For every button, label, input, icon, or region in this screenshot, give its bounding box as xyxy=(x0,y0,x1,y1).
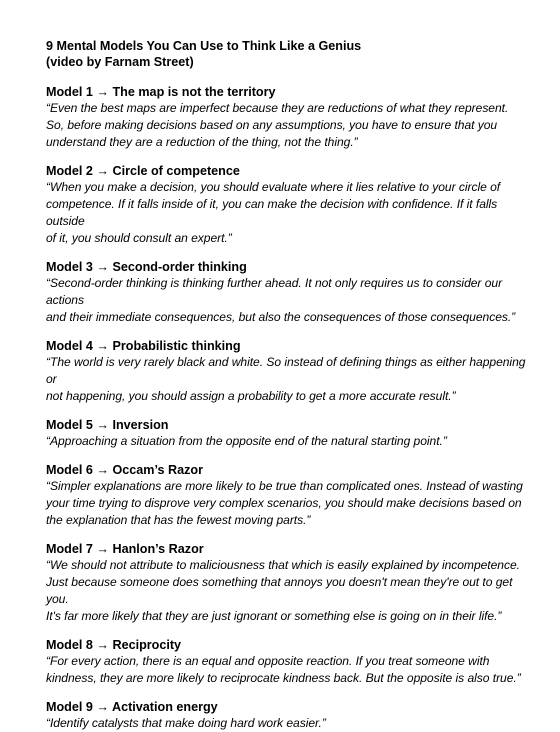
model-1 xyxy=(46,84,532,151)
title-line-2: (video by Farnam Street) xyxy=(46,55,194,69)
quote-line: “For every action, there is an equal and opposite reaction. If you treat someone with xyxy=(46,654,490,668)
quote-line: of it, you should consult an expert.” xyxy=(46,231,232,245)
model-8-quote xyxy=(46,653,532,687)
model-4 xyxy=(46,338,532,405)
model-7-quote xyxy=(46,557,532,625)
model-3-quote xyxy=(46,275,532,326)
quote-line: “We should not attribute to maliciousness that which is easily explained by incompetence. xyxy=(46,558,520,572)
quote-line: So, before making decisions based on any assumptions, you have to ensure that you xyxy=(46,118,498,132)
model-6-quote xyxy=(46,478,532,529)
quote-line: “Second-order thinking is thinking further ahead. It not only requires us to consider our actions xyxy=(46,276,503,307)
model-5 xyxy=(46,417,532,450)
model-8-heading: Model 8 → Reciprocity xyxy=(46,638,182,652)
model-6-heading: Model 6 → Occam’s Razor xyxy=(46,463,204,477)
quote-line: the explanation that has the fewest moving parts.” xyxy=(46,513,311,527)
model-8 xyxy=(46,637,532,687)
quote-line: competence. If it falls inside of it, you can make the decision with confidence. If it falls outside xyxy=(46,197,498,228)
model-6 xyxy=(46,462,532,529)
quote-line: Just because someone does something that annoys you doesn't mean they're out to get you. xyxy=(46,575,513,606)
quote-line: “Simpler explanations are more likely to be true than complicated ones. Instead of wasting xyxy=(46,479,523,493)
model-4-quote xyxy=(46,354,532,405)
model-3 xyxy=(46,259,532,326)
model-5-quote xyxy=(46,433,532,450)
model-9 xyxy=(46,699,532,732)
quote-line: not happening, you should assign a probability to get a more accurate result.” xyxy=(46,389,456,403)
model-9-quote xyxy=(46,715,532,732)
model-2-quote xyxy=(46,179,532,247)
model-4-heading: Model 4 → Probabilistic thinking xyxy=(46,339,241,353)
quote-line: “Identify catalysts that make doing hard work easier.” xyxy=(46,716,326,730)
quote-line: kindness, they are more likely to reciprocate kindness back. But the opposite is also true.” xyxy=(46,671,521,685)
model-3-heading: Model 3 → Second-order thinking xyxy=(46,260,247,274)
model-7 xyxy=(46,541,532,625)
quote-line: “Approaching a situation from the opposite end of the natural starting point.” xyxy=(46,434,447,448)
quote-line: understand they are a reduction of the thing, not the thing.” xyxy=(46,135,358,149)
title-line-1: 9 Mental Models You Can Use to Think Like a Genius xyxy=(46,39,362,53)
quote-line: “The world is very rarely black and white. So instead of defining things as either happening or xyxy=(46,355,526,386)
model-1-quote xyxy=(46,100,532,151)
model-7-heading: Model 7 → Hanlon’s Razor xyxy=(46,542,204,556)
model-2 xyxy=(46,163,532,247)
model-1-heading: Model 1 → The map is not the territory xyxy=(46,85,276,99)
quote-line: It's far more likely that they are just ignorant or something else is going on in their life.” xyxy=(46,609,502,623)
quote-line: and their immediate consequences, but also the consequences of those consequences.” xyxy=(46,310,516,324)
quote-line: your time trying to disprove very complex scenarios, you should make decisions based on xyxy=(46,496,522,510)
document-title xyxy=(46,38,532,70)
model-9-heading: Model 9 → Activation energy xyxy=(46,700,218,714)
document-page xyxy=(46,38,532,732)
model-5-heading: Model 5 → Inversion xyxy=(46,418,169,432)
quote-line: “Even the best maps are imperfect because they are reductions of what they represent. xyxy=(46,101,509,115)
model-2-heading: Model 2 → Circle of competence xyxy=(46,164,240,178)
quote-line: “When you make a decision, you should evaluate where it lies relative to your circle of xyxy=(46,180,501,194)
